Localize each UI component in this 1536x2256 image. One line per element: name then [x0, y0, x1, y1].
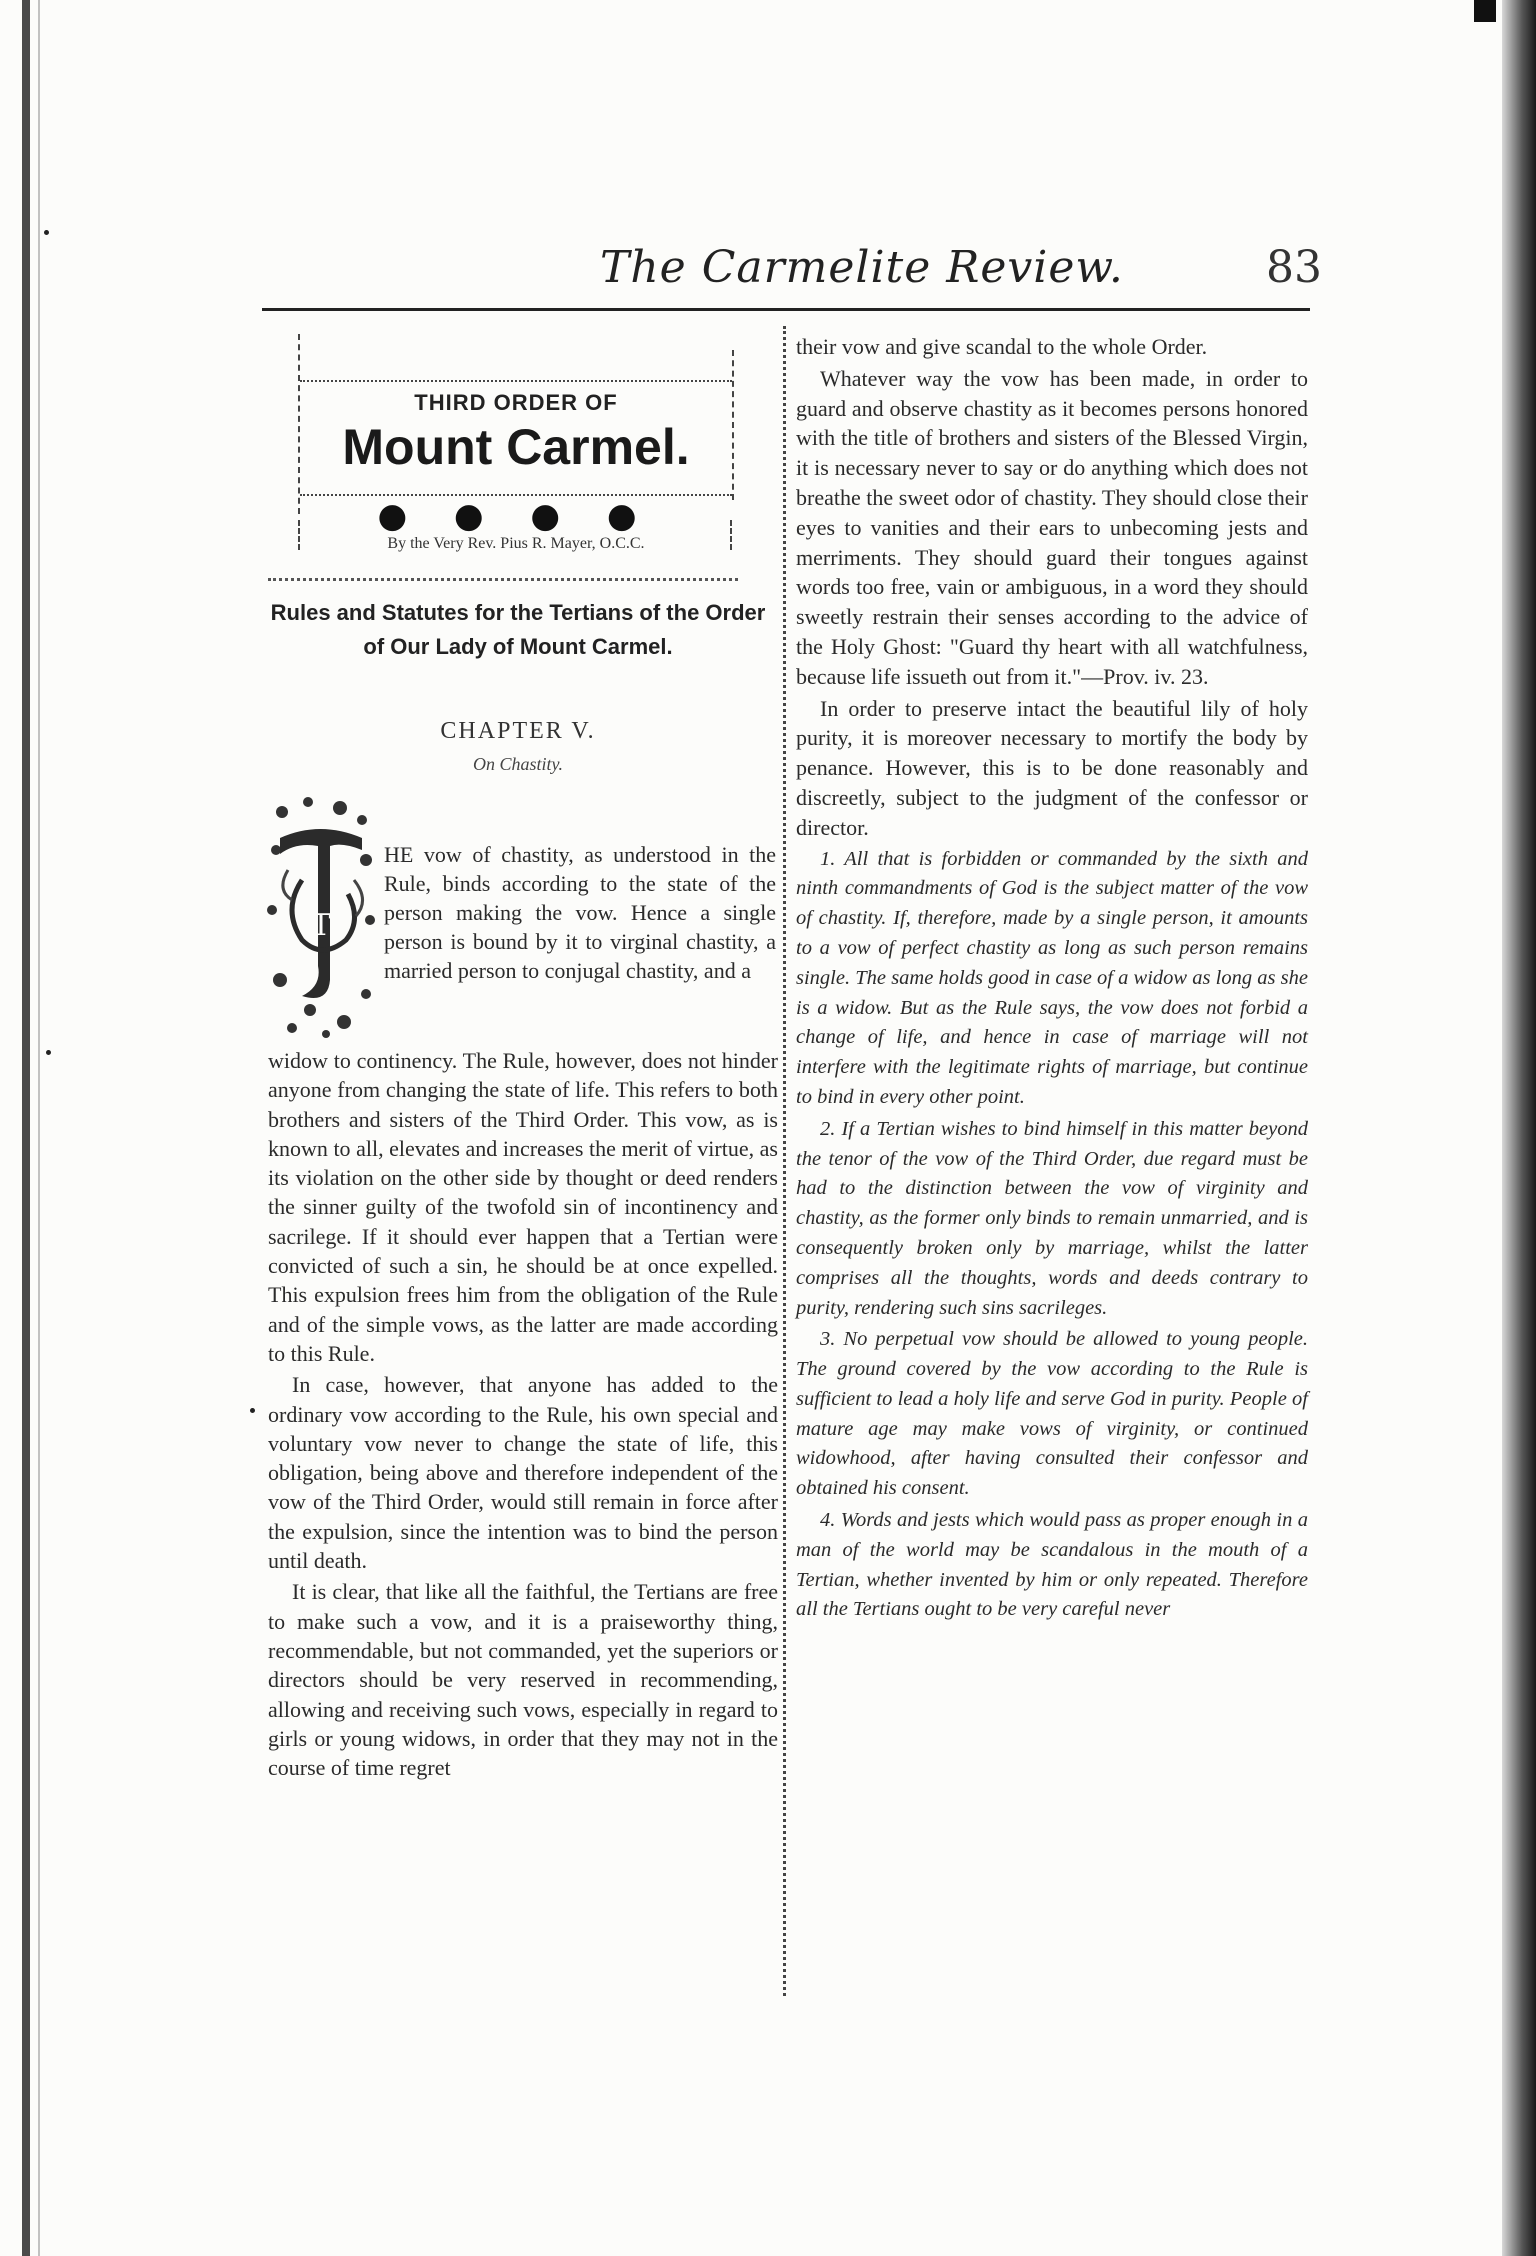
ornamental-rule	[268, 578, 738, 581]
page-edge-shadow	[1502, 0, 1536, 2256]
note-2: 2. If a Tertian wishes to bind himself in this matter beyond the tenor of the vow of the Third Order, due regard must be had to the distinction between the vow of virginity and chastity, as the former only binds to remain unmarried, and is consequently broken only by marriage, whilst the latter comprises all the thoughts, words and deeds contrary to purity, rendering such sins sacrileges.	[796, 1117, 1308, 1319]
binding-shadow	[38, 0, 40, 2256]
page-number: 83	[1266, 242, 1322, 293]
paragraph: In order to preserve intact the beautiful lily of holy purity, it is moreover necessary to mortify the body by penance. However, this is to be done reasonably and discreetly, subject to the judgment of the confessor or director.	[796, 695, 1308, 840]
column-divider	[783, 326, 786, 1996]
paragraph: their vow and give scandal to the whole Order.	[796, 334, 1208, 359]
header-rule	[262, 308, 1310, 311]
note-1: 1. All that is forbidden or commanded by the sixth and ninth commandments of God is the subject matter of the vow of chastity. If, therefore, made by a single person, it amounts to a vow of perfect chastity as long as such person remains single. The same holds good in case of a widow as long as she is a widow. But as the Rule says, the vow does not forbid a change of life, and hence in case of marriage will not interfere with the legitimate rights of marriage, but continue to bind in every other point.	[796, 847, 1308, 1108]
note-3: 3. No perpetual vow should be allowed to young people. The ground covered by the vow according to the Rule is sufficient to lead a holy life and serve God in purity. People of mature age may make vows of virginity, or continued widowhood, after having consulted their confessor and obtained his consent.	[796, 1328, 1308, 1500]
page-corner-mark	[1474, 0, 1496, 22]
note-4: 4. Words and jests which would pass as proper enough in a man of the world may be scandalous in the mouth of a Tertian, whether invented by him or only repeated. Therefore all the Tertians ought to be very careful never	[796, 1509, 1308, 1621]
decorated-initial-icon	[262, 790, 380, 1040]
scan-speck	[44, 230, 49, 235]
title-box-top-rule	[300, 380, 732, 382]
opening-paragraph: HE vow of chastity, as understood in the Rule, binds according to the state of the person making the vow. Hence a single person is bound by it to virginal chastity, a married person to conjugal chastity, and a	[384, 842, 776, 983]
byline: By the Very Rev. Pius R. Mayer, O.C.C.	[387, 535, 645, 552]
running-head: The Carmelite Review.	[600, 242, 1124, 293]
title-box-right-rule	[732, 350, 734, 500]
paragraph: In case, however, that anyone has added to the ordinary vow according to the Rule, his own special and voluntary vow never to change the state of life, this obligation, being above and therefore independent of the vow of the Third Order, would still remain in force after the expulsion, since the intention was to bind the person until death.	[268, 1372, 778, 1574]
section-title: THIRD ORDER OF	[414, 390, 618, 415]
rules-heading: Rules and Statutes for the Tertians of the Order of Our Lady of Mount Carmel.	[270, 600, 766, 659]
chapter-number: CHAPTER V.	[440, 718, 596, 744]
scan-speck	[46, 1050, 51, 1055]
paragraph: widow to continency. The Rule, however, does not hinder anyone from changing the state of life. This refers to both brothers and sisters of the Third Order. This vow, as is known to all, elevates and increases the merit of virtue, as its violation on the other side by thought or deed renders the sinner guilty of the twofold sin of incontinency and sacrilege. If it should ever happen that a Tertian were convicted of such a sin, he should be at once expelled. This expulsion frees him from the obligation of the Rule and of the simple vows, as the latter are made according to this Rule.	[268, 1048, 778, 1366]
column1-body	[268, 1046, 778, 1782]
column2-body	[796, 332, 1308, 1625]
paragraph: It is clear, that like all the faithful, the Tertians are free to make such a vow, and it is a praiseworthy thing, recommendable, but not commanded, yet the superiors or directors should be very reserved in recommending, allowing and receiving such vows, especially in regard to girls or young widows, in order that they may not in the course of time regret	[268, 1579, 778, 1781]
ornament-bullets: ● ● ● ●	[377, 496, 655, 536]
binding-edge	[22, 0, 30, 2256]
chapter-subtitle: On Chastity.	[472, 754, 563, 774]
scan-speck	[250, 1408, 255, 1413]
column1-opening	[384, 840, 776, 985]
article-title: Mount Carmel.	[342, 419, 690, 475]
paragraph: Whatever way the vow has been made, in order to guard and observe chastity as it becomes persons honored with the title of brothers and sisters of the Blessed Virgin, it is necessary never to say or do anything which does not breathe the sweet odor of chastity. They should close their eyes to vanities and their ears to unbecoming jests and merriments. They should guard their tongues against words too free, vain or ambiguous, in a word they should sweetly restrain their senses according to the advice of the Holy Ghost: "Guard thy heart with all watchfulness, because life issueth out from it."—Prov. iv. 23.	[796, 365, 1308, 689]
drop-cap-letter: T	[310, 908, 332, 943]
